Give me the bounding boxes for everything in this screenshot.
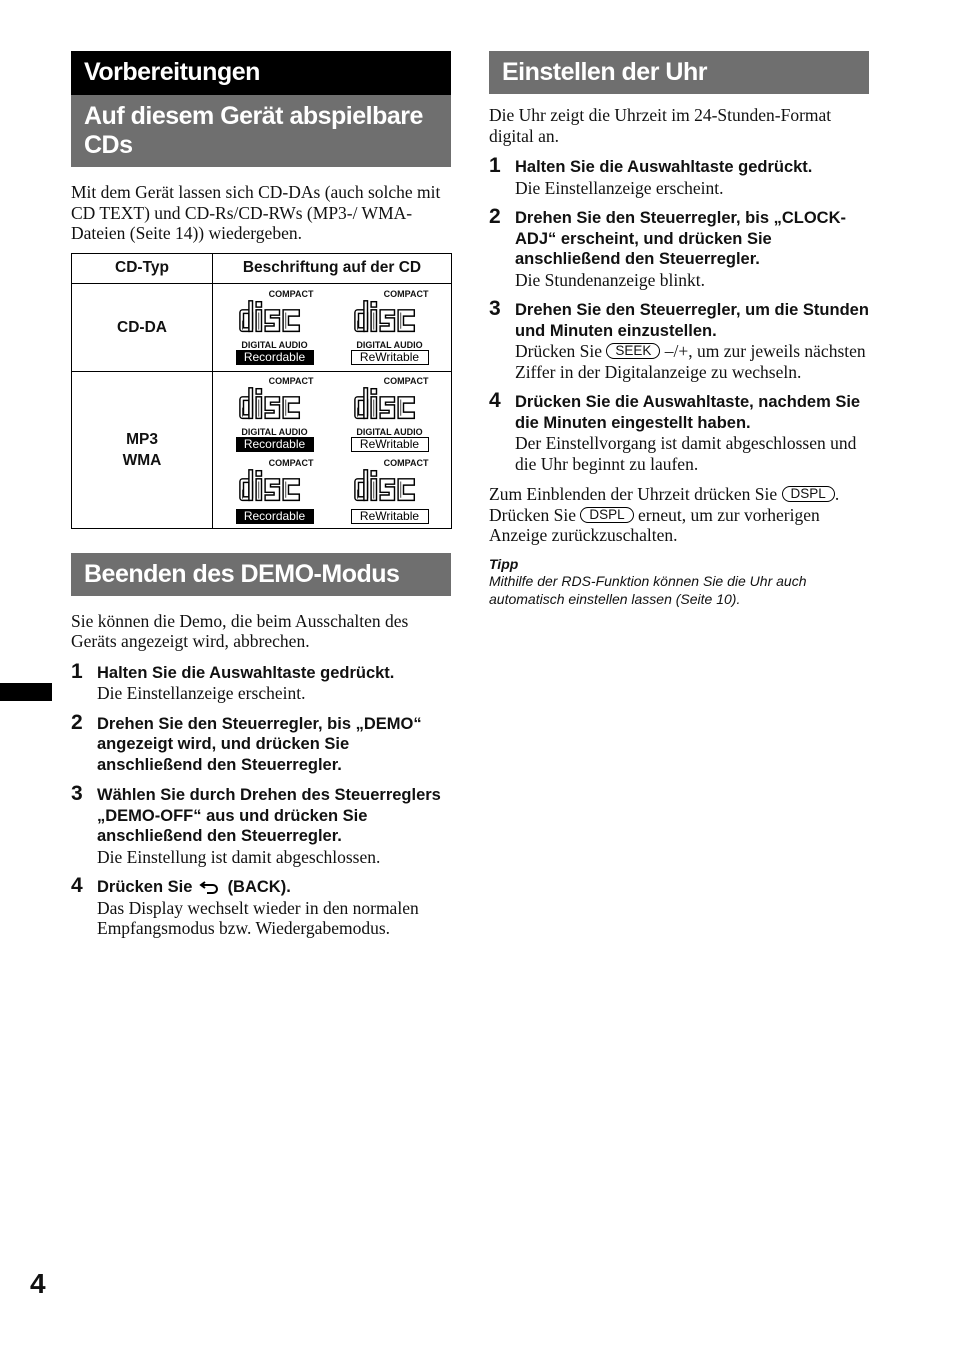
step-desc-post: –/+, um zur jeweils nächsten Ziffer in der Digitalanzeige zu wechseln. (515, 341, 866, 382)
disc-logo-icon (349, 299, 431, 335)
step-number: 3 (71, 782, 83, 805)
step-number: 4 (71, 874, 83, 897)
step-title: Halten Sie die Auswahltaste gedrückt. (97, 663, 395, 682)
cd-logo-rewritable (349, 289, 431, 365)
step-desc: Die Stundenanzeige blinkt. (515, 269, 706, 290)
step-title: Drücken Sie die Auswahltaste, nachdem Sie die Minuten eingestellt haben. (515, 393, 861, 432)
logo-rewritable-text: ReWritable (351, 437, 429, 452)
disc-logo-icon (349, 468, 431, 504)
cd-heading: Auf diesem Gerät abspielbare CDs (71, 95, 451, 167)
page-number: 4 (30, 1268, 46, 1299)
logo-recordable-text: Recordable (236, 509, 314, 524)
step-title (97, 877, 451, 898)
logo-digital-audio-text: DIGITAL AUDIO (356, 426, 423, 437)
logo-compact-text: COMPACT (268, 289, 314, 299)
logo-compact-text: COMPACT (268, 457, 314, 468)
step-title: Drehen Sie den Steuerregler, um die Stunden und Minuten einzustellen. (515, 301, 869, 340)
clock-step-1 (489, 154, 869, 198)
right-column (489, 51, 869, 608)
display-text-2: . Drücken Sie (489, 484, 840, 525)
step-title: Wählen Sie durch Drehen des Steuerreglers „DEMO-OFF“ aus und drücken Sie anschließend den Steuerregler. (97, 786, 441, 845)
step-desc (515, 341, 869, 382)
step-title-post: (BACK). (227, 878, 291, 896)
demo-step-3 (71, 782, 451, 867)
disc-logo-icon (234, 299, 316, 335)
step-desc: Die Einstellanzeige erscheint. (97, 683, 306, 703)
display-text-3: erneut, um zur vorherigen Anzeige zurückzuschalten. (489, 504, 820, 545)
col-header-label: Beschriftung auf der CD (213, 253, 452, 283)
logo-compact-text: COMPACT (383, 375, 429, 386)
demo-step-4 (71, 874, 451, 939)
step-number: 2 (71, 710, 83, 734)
demo-step-1 (71, 659, 451, 704)
cd-logo-recordable (234, 289, 316, 365)
logo-compact-text: COMPACT (383, 457, 429, 468)
type-mp3: MP3 (126, 430, 158, 448)
step-desc: Die Einstellung ist damit abgeschlossen. (97, 846, 381, 867)
chapter-tab-marker (0, 683, 52, 701)
demo-steps (71, 659, 451, 939)
col-header-type: CD-Typ (72, 253, 213, 283)
clock-intro: Die Uhr zeigt die Uhrzeit im 24-Stunden-Format digital an. (489, 105, 832, 146)
dspl-key-label: DSPL (782, 486, 835, 502)
logo-recordable-text: Recordable (236, 350, 314, 365)
cd-logo-rewritable (349, 376, 431, 452)
section-title: Vorbereitungen (71, 51, 451, 95)
step-number: 4 (489, 389, 501, 412)
seek-key-label: SEEK (606, 343, 660, 359)
step-number: 2 (489, 205, 501, 228)
logo-rewritable-text: ReWritable (351, 509, 429, 524)
disc-logo-icon (234, 386, 316, 422)
cd-logo-rewritable (349, 458, 431, 524)
cd-intro: Mit dem Gerät lassen sich CD-DAs (auch solche mit CD TEXT) und CD-Rs/CD-RWs (MP3-/ WMA-Dateien (Seite 14)) wiedergeben. (71, 182, 441, 243)
cd-type-table (71, 253, 452, 529)
row-type-mp3-wma (72, 371, 213, 528)
row-logos-cdda (213, 283, 452, 371)
left-column (71, 51, 451, 949)
back-arrow-icon (199, 880, 221, 894)
disc-logo-icon (234, 468, 316, 504)
step-number: 1 (489, 154, 501, 177)
type-wma: WMA (122, 451, 162, 469)
logo-recordable-text: Recordable (236, 437, 314, 452)
demo-step-2 (71, 710, 451, 776)
row-type-cdda: CD-DA (72, 283, 213, 371)
clock-heading: Einstellen der Uhr (489, 51, 869, 94)
step-title: Halten Sie die Auswahltaste gedrückt. (515, 158, 813, 176)
logo-digital-audio-text: DIGITAL AUDIO (241, 340, 308, 350)
logo-rewritable-text: ReWritable (351, 350, 429, 365)
display-paragraph (489, 484, 869, 546)
step-desc: Das Display wechselt wieder in den normalen Empfangsmodus bzw. Wiedergabemodus. (97, 897, 419, 938)
clock-step-4 (489, 389, 869, 474)
step-desc: Der Einstellvorgang ist damit abgeschlossen und die Uhr beginnt zu laufen. (515, 433, 857, 474)
step-desc: Die Einstellanzeige erscheint. (515, 177, 724, 198)
cd-logo-recordable (234, 458, 316, 524)
display-text-1: Zum Einblenden der Uhrzeit drücken Sie (489, 484, 778, 504)
step-number: 1 (71, 659, 83, 683)
clock-step-3 (489, 297, 869, 382)
step-title-pre: Drücken Sie (97, 878, 193, 896)
demo-intro: Sie können die Demo, die beim Ausschalten des Geräts angezeigt wird, abbrechen. (71, 610, 409, 651)
logo-compact-text: COMPACT (268, 375, 314, 386)
step-desc-pre: Drücken Sie (515, 341, 602, 361)
tip-text: Mithilfe der RDS-Funktion können Sie die Uhr auch automatisch einstellen lassen (Seite 10). (489, 572, 807, 607)
clock-step-2 (489, 205, 869, 290)
row-logos-mp3-wma (213, 371, 452, 528)
dspl-key-label: DSPL (580, 507, 633, 523)
logo-digital-audio-text: DIGITAL AUDIO (241, 426, 308, 437)
tip-label: Tipp (489, 555, 519, 572)
logo-digital-audio-text: DIGITAL AUDIO (356, 340, 423, 350)
clock-steps (489, 154, 869, 474)
step-title: Drehen Sie den Steuerregler, bis „DEMO“ angezeigt wird, und drücken Sie anschließend den Steuerregler. (97, 714, 422, 774)
logo-compact-text: COMPACT (383, 289, 429, 299)
disc-logo-icon (349, 386, 431, 422)
demo-heading: Beenden des DEMO-Modus (71, 553, 451, 596)
step-title: Drehen Sie den Steuerregler, bis „CLOCK-ADJ“ erscheint, und drücken Sie anschließend den Steuerregler. (515, 209, 846, 268)
cd-logo-recordable (234, 376, 316, 452)
step-number: 3 (489, 297, 501, 320)
